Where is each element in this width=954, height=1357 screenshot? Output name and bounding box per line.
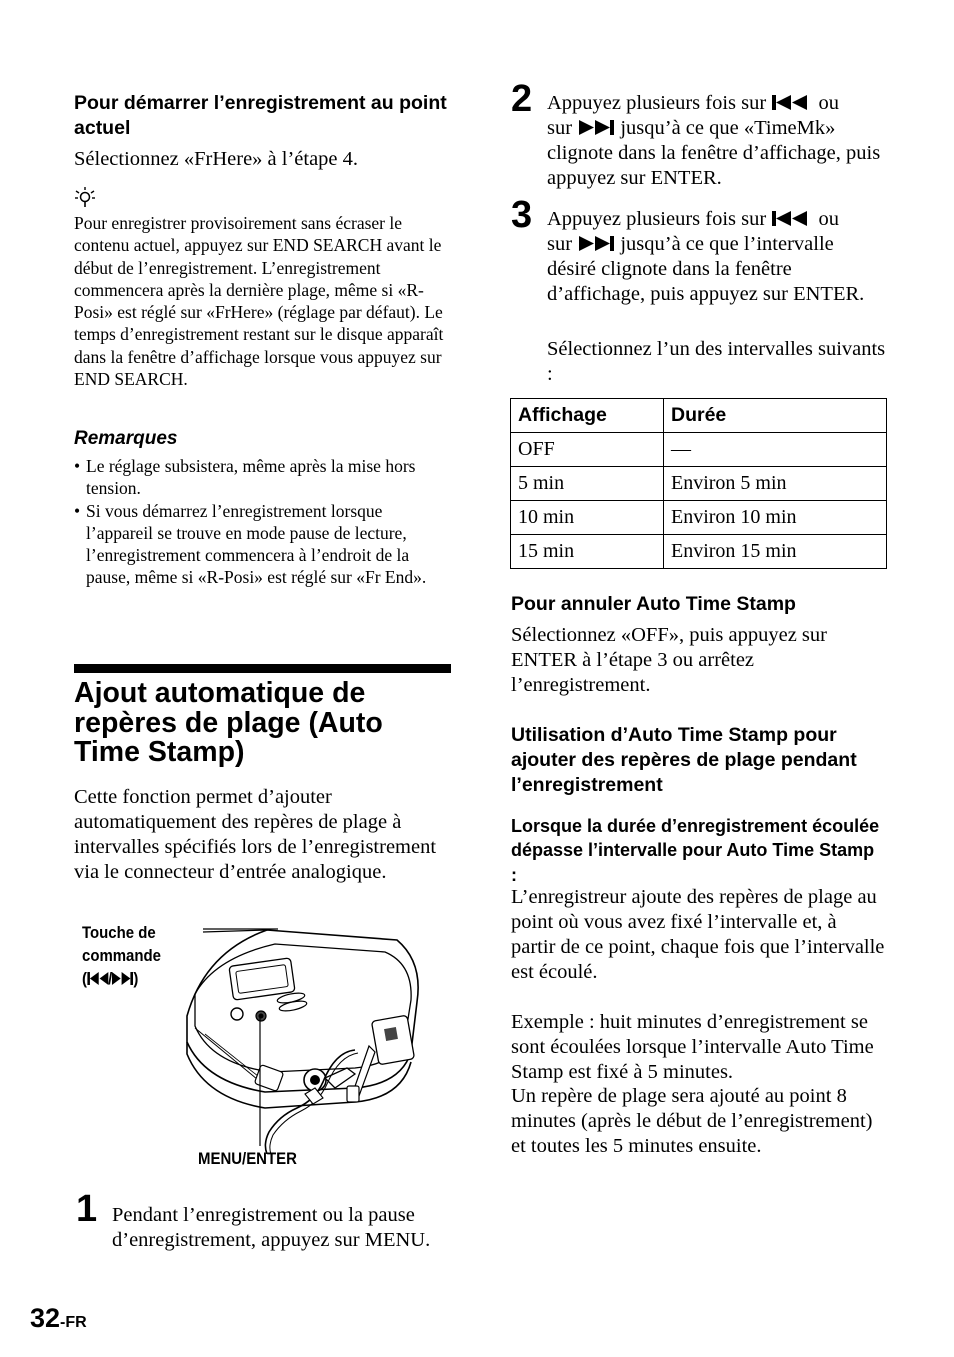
remarque-item: • Le réglage subsistera, même après la mise hors tension. (74, 455, 452, 500)
step2-text (547, 91, 887, 191)
table-row (511, 501, 887, 535)
table-row (511, 467, 887, 501)
step1-text: Pendant l’enregistrement ou la pause d’enregistrement, appuyez sur MENU. (112, 1204, 431, 1251)
step1-number: 1 (76, 1188, 98, 1230)
section-title: Ajout automatique de repères de plage (Auto Time Stamp) (74, 677, 383, 768)
table-header-row (511, 399, 887, 433)
usage-heading: Utilisation d’Auto Time Stamp pour ajouter des repères de plage pendant l’enregistrement (511, 724, 857, 796)
step2-part: jusqu’à ce que «TimeMk» clignote dans la fenêtre d’affichage, puis appuyez sur ENTER. (547, 117, 881, 189)
select-frhere-text: Sélectionnez «FrHere» à l’étape 4. (74, 148, 359, 170)
cancel-text: Sélectionnez «OFF», puis appuyez sur ENTER à l’étape 3 ou arrêtez l’enregistrement. (511, 624, 827, 696)
table-cell: Environ 5 min (664, 467, 887, 501)
step2-part: ou (818, 92, 839, 114)
table-cell: OFF (511, 433, 664, 467)
table-cell: — (664, 433, 887, 467)
heading-start-current: Pour démarrer l’enregistrement au point actuel (74, 92, 447, 139)
example-text: Exemple : huit minutes d’enregistrement se sont écoulées lorsque l’intervalle Auto Time Stamp est fixé à 5 minutes. (511, 1011, 874, 1083)
skip-back-icon (771, 95, 809, 110)
table-row (511, 535, 887, 569)
callout-line: commande (82, 946, 161, 965)
page-number-suffix: -FR (60, 1314, 87, 1331)
remarques-heading: Remarques (74, 428, 178, 449)
step2-part: Appuyez plusieurs fois sur (547, 92, 767, 114)
step3-part: jusqu’à ce que l’intervalle désiré clignote dans la fenêtre d’affichage, puis appuyez sur ENTER. (547, 233, 865, 305)
remarque-item: • Si vous démarrez l’enregistrement lorsque l’appareil se trouve en mode pause de lecture, l’enregistrement commencera à l’endroit de la pause, même si «R-Posi» est réglé sur «Fr End». (74, 500, 452, 589)
callout-leader-lines (200, 920, 280, 1150)
interval-table (510, 398, 887, 569)
table-cell: Environ 10 min (664, 501, 887, 535)
condition-text: L’enregistreur ajoute des repères de plage au point où vous avez fixé l’intervalle et, à partir de ce point, chaque fois que l’intervalle est écoulé. (511, 886, 885, 983)
skip-forward-icon (112, 972, 133, 985)
callout-menu-enter: MENU/ENTER (198, 1149, 297, 1168)
step3-part: sur (547, 233, 573, 255)
col-header-affichage: Affichage (511, 399, 664, 433)
table-cell: Environ 15 min (664, 535, 887, 569)
condition-heading: Lorsque la durée d’enregistrement écoulée dépasse l’intervalle pour Auto Time Stamp : (511, 816, 880, 885)
section-intro: Cette fonction permet d’ajouter automatiquement des repères de plage à intervalles spécifiés lors de l’enregistrement via le connecteur d’entrée analogique. (74, 786, 437, 883)
skip-forward-icon (577, 120, 615, 135)
col-header-duree: Durée (664, 399, 887, 433)
paren-open: ( (82, 969, 87, 988)
skip-back-icon (771, 211, 809, 226)
step3-select-text: Sélectionnez l’un des intervalles suivants : (547, 338, 886, 385)
step3-part: Appuyez plusieurs fois sur (547, 208, 767, 230)
skip-forward-icon (577, 236, 615, 251)
skip-back-icon (87, 972, 108, 985)
section-rule (74, 664, 451, 673)
step3-part: ou (818, 208, 839, 230)
table-cell: 10 min (511, 501, 664, 535)
remarques-list (74, 455, 452, 589)
tip-text: Pour enregistrer provisoirement sans écraser le contenu actuel, appuyez sur END SEARCH avant le début de l’enregistrement. L’enregistrement commencera après la dernière plage, même si «R-Posi» est réglé sur «FrHere» (réglage par défaut). Le temps d’enregistrement restant sur le disque apparaît dans la fenêtre d’affichage lorsque vous appuyez sur END SEARCH. (74, 213, 444, 390)
slash-sep: / (108, 969, 113, 988)
table-row (511, 433, 887, 467)
callout-line: Touche de (82, 923, 156, 942)
step2-number: 2 (511, 78, 533, 120)
paren-close: ) (133, 969, 139, 988)
step3-text (547, 207, 887, 307)
page-number (30, 1301, 87, 1340)
lightbulb-tip-icon (74, 186, 96, 212)
cancel-heading: Pour annuler Auto Time Stamp (511, 593, 796, 615)
table-cell: 5 min (511, 467, 664, 501)
page-number-value: 32 (30, 1303, 61, 1333)
table-cell: 15 min (511, 535, 664, 569)
step3-number: 3 (511, 194, 533, 236)
example-text-2: Un repère de plage sera ajouté au point 8 minutes (après le début de l’enregistrement) et toutes les 5 minutes ensuite. (511, 1085, 873, 1157)
step2-part: sur (547, 117, 573, 139)
